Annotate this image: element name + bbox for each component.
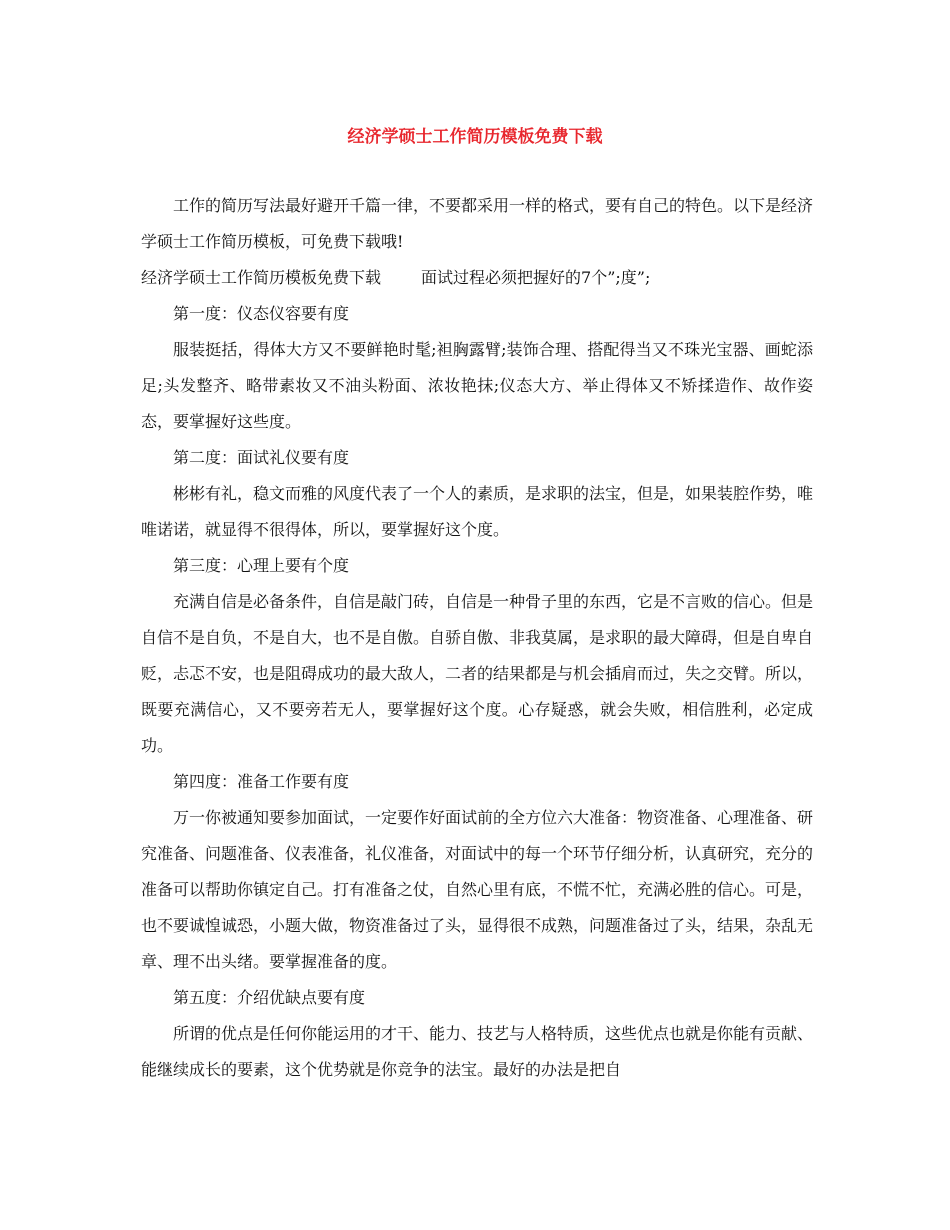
subtitle-left: 经济学硕士工作简历模板免费下载 (141, 268, 382, 287)
subtitle-line (141, 260, 813, 296)
section-text-3: 充满自信是必备条件，自信是敲门砖，自信是一种骨子里的东西，它是不言败的信心。但是自信不是自负，不是自大，也不是自傲。自骄自傲、非我莫属，是求职的最大障碍，但是自卑自贬，忐忑不安，也是阻碍成功的最大敌人，二者的结果都是与机会插肩而过，失之交臂。所以，既要充满信心，又不要旁若无人，要掌握好这个度。心存疑惑，就会失败，相信胜利，必定成功。 (141, 592, 814, 755)
subtitle-right: 面试过程必须把握好的7个”;度”; (421, 268, 651, 287)
section-heading-2: 第二度：面试礼仪要有度 (173, 448, 350, 467)
section-heading-3: 第三度：心理上要有个度 (173, 556, 350, 575)
intro-paragraph: 工作的简历写法最好避开千篇一律，不要都采用一样的格式，要有自己的特色。以下是经济学硕士工作简历模板，可免费下载哦! (141, 196, 814, 251)
section-text-4: 万一你被通知要参加面试，一定要作好面试前的全方位六大准备：物资准备、心理准备、研究准备、问题准备、仪表准备，礼仪准备，对面试中的每一个环节仔细分析，认真研究，充分的准备可以帮助你镇定自己。打有准备之仗，自然心里有底，不慌不忙，充满必胜的信心。可是，也不要诚惶诚恐，小题大做，物资准备过了头，显得很不成熟，问题准备过了头，结果，杂乱无章、理不出头绪。要掌握准备的度。 (141, 808, 814, 971)
section-heading-4: 第四度：准备工作要有度 (173, 772, 350, 791)
section-heading-1: 第一度：仪态仪容要有度 (173, 304, 350, 323)
section-text-1: 服装挺括，得体大方又不要鲜艳时髦;袒胸露臂;装饰合理、搭配得当又不珠光宝器、画蛇添足;头发整齐、略带素妆又不油头粉面、浓妆艳抹;仪态大方、举止得体又不矫揉造作、故作姿态，要掌握好这些度。 (141, 340, 813, 431)
section-heading-5: 第五度：介绍优缺点要有度 (173, 988, 366, 1007)
document-body (141, 188, 813, 1088)
section-text-2: 彬彬有礼，稳文而雅的风度代表了一个人的素质，是求职的法宝，但是，如果装腔作势，唯唯诺诺，就显得不很得体，所以，要掌握好这个度。 (141, 484, 814, 539)
section-text-5: 所谓的优点是任何你能运用的才干、能力、技艺与人格特质，这些优点也就是你能有贡献、能继续成长的要素，这个优势就是你竞争的法宝。最好的办法是把自 (141, 1024, 814, 1079)
document-title: 经济学硕士工作简历模板免费下载 (347, 127, 603, 147)
